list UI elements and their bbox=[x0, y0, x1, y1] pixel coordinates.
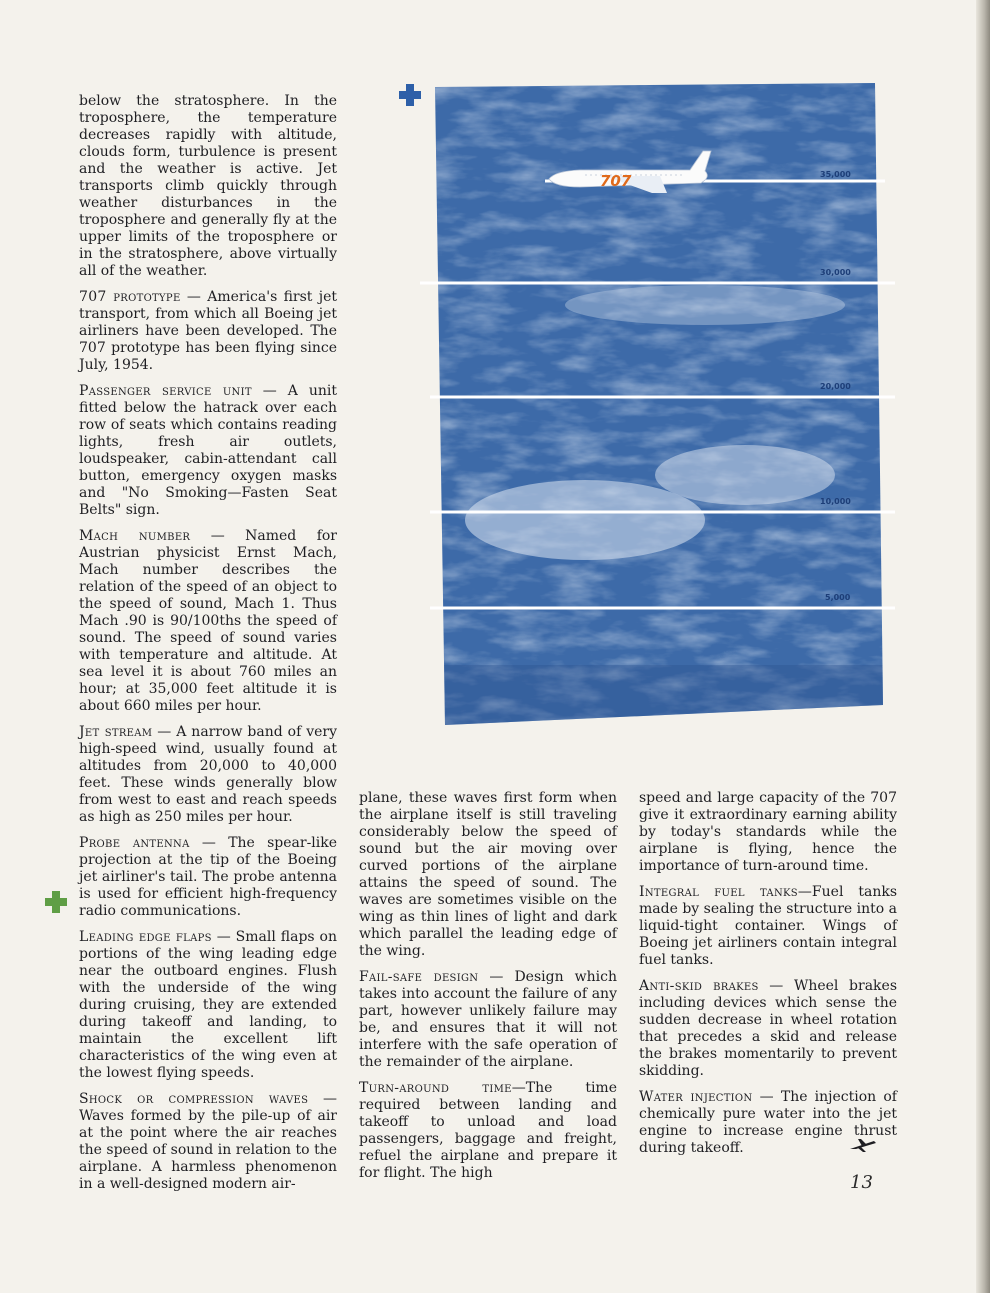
glossary-entry: Leading edge flaps — Small flaps on portions of the wing leading edge near the outboard engines. Flush with the underside of the wing during cruising, they are extended during takeoff and landing, to maintain the excellent lift characteristics of the wing even at the lowest flying speeds. bbox=[79, 929, 337, 1081]
altitude-illustration bbox=[405, 65, 905, 745]
glossary-definition: The spear-like projection at the tip of the Boeing jet airliner's tail. The probe antenna is used for efficient high-frequency radio communications. bbox=[79, 835, 338, 919]
cloud-mass bbox=[465, 480, 705, 560]
glossary-term: Passenger service unit bbox=[79, 383, 252, 399]
glossary-entry: Shock or compression waves — Waves formed by the pile-up of air at the point where the air reaches the speed of sound in relation to the airplane. A harmless phenomenon in a well-designed modern air- bbox=[79, 1091, 337, 1192]
glossary-definition: A narrow band of very high-speed wind, usually found at altitudes from 20,000 to 40,000 feet. These winds generally blow from west to east and reach speeds as high as 250 miles per hour. bbox=[79, 724, 338, 825]
cloud-mass bbox=[655, 445, 835, 505]
glossary-definition: Wheel brakes including devices which sense the sudden decrease in wheel rotation that precedes a skid and release the brakes momentarily to prevent skidding. bbox=[639, 978, 897, 1079]
glossary-definition: A unit fitted below the hatrack over each row of seats which contains reading lights, fresh air outlets, loudspeaker, cabin-attendant call button, emergency oxygen masks and "No Smoking—Fasten Seat Belts" sign. bbox=[79, 383, 338, 518]
altitude-label: 5,000 bbox=[825, 593, 851, 602]
altitude-label: 10,000 bbox=[820, 497, 851, 506]
glossary-term: Jet stream bbox=[79, 724, 153, 740]
altitude-label: 35,000 bbox=[820, 170, 851, 179]
glossary-definition: Design which takes into account the failure of any part, however unlikely failure may be, and ensures that it will not interfere with the safe operation of the remainder of the airplane. bbox=[359, 969, 617, 1070]
glossary-term: Shock or compression waves bbox=[79, 1091, 309, 1107]
glossary-term: Water injection bbox=[639, 1089, 753, 1105]
boeing-plane-icon bbox=[848, 1137, 878, 1153]
glossary-term: Integral fuel tanks bbox=[639, 884, 798, 900]
glossary-entry: Probe antenna — The spear-like projection at the tip of the Boeing jet airliner's tail. The probe antenna is used for efficient high-frequency radio communications. bbox=[79, 835, 338, 919]
continued-paragraph: plane, these waves first form when the airplane itself is still traveling considerably below the speed of sound but the air moving over curved portions of the airplane attains the speed of sound. The waves are sometimes visible on the wing as thin lines of light and dark which parallel the leading edge of the wing. bbox=[359, 790, 617, 959]
intro-paragraph: below the stratosphere. In the troposphere, the temperature decreases rapidly with altitude, clouds form, turbulence is present and the weather is active. Jet transports climb quickly through weather disturbances in the troposphere and generally fly at the upper limits of the troposphere or in the stratosphere, above virtually all of the weather. bbox=[79, 93, 337, 279]
altitude-label: 20,000 bbox=[820, 382, 851, 391]
page-spine-shadow bbox=[976, 0, 990, 1293]
glossary-term: Mach number bbox=[79, 528, 191, 544]
glossary-entry: Mach number — Named for Austrian physicist Ernst Mach, Mach number describes the relation of the speed of an object to the speed of sound, Mach 1. Thus Mach .90 is 90/100ths the speed of sound. The speed of sound varies with temperature and altitude. At sea level it is about 760 miles an hour; at 35,000 feet altitude it is about 660 miles per hour. bbox=[79, 528, 337, 714]
glossary-definition: The time required between landing and takeoff to unload and load passengers, baggage and freight, refuel the airplane and prepare it for flight. The high bbox=[359, 1080, 617, 1181]
glossary-term: Fail-safe design bbox=[359, 969, 479, 985]
glossary-entry: 707 prototype — America's first jet transport, from which all Boeing jet airliners have been developed. The 707 prototype has been flying since July, 1954. bbox=[79, 289, 337, 373]
glossary-entry: Jet stream — A narrow band of very high-speed wind, usually found at altitudes from 20,000 to 40,000 feet. These winds generally blow from west to east and reach speeds as high as 250 miles per hour. bbox=[79, 724, 338, 825]
text-column-right bbox=[639, 790, 897, 1166]
glossary-term: Anti-skid brakes bbox=[639, 978, 759, 994]
continued-paragraph: speed and large capacity of the 707 give it extraordinary earning ability by today's standards while the airplane is flying, hence the importance of turn-around time. bbox=[639, 790, 897, 874]
glossary-definition: Small flaps on portions of the wing leading edge near the outboard engines. Flush with the underside of the wing during cruising, they are extended during takeoff and landing, to maintain the excellent lift characteristics of the wing even at the lowest flying speeds. bbox=[79, 929, 337, 1081]
glossary-definition: Named for Austrian physicist Ernst Mach, Mach number describes the relation of the speed of an object to the speed of sound, Mach 1. Thus Mach .90 is 90/100ths the speed of sound. The speed of sound varies with temperature and altitude. At sea level it is about 760 miles an hour; at 35,000 feet altitude it is about 660 miles per hour. bbox=[79, 528, 337, 714]
glossary-definition: Fuel tanks made by sealing the structure into a liquid-tight container. Wings of Boeing jet airliners contain integral fuel tanks. bbox=[639, 884, 898, 968]
page-number: 13 bbox=[850, 1172, 873, 1193]
text-column-middle bbox=[359, 790, 617, 1191]
glossary-definition: Waves formed by the pile-up of air at the point where the air reaches the speed of sound in relation to the airplane. A harmless phenomenon in a well-designed modern air- bbox=[79, 1108, 337, 1192]
altitude-label: 30,000 bbox=[820, 268, 851, 277]
aircraft-model-label: 707 bbox=[600, 172, 632, 190]
glossary-entry: Fail-safe design — Design which takes into account the failure of any part, however unlikely failure may be, and ensures that it will not interfere with the safe operation of the remainder of the airplane. bbox=[359, 969, 617, 1070]
glossary-entry: Integral fuel tanks—Fuel tanks made by sealing the structure into a liquid-tight container. Wings of Boeing jet airliners contain integral fuel tanks. bbox=[639, 884, 898, 968]
glossary-term: Probe antenna bbox=[79, 835, 190, 851]
glossary-term: 707 prototype bbox=[79, 289, 181, 305]
text-column-left bbox=[79, 93, 337, 1202]
glossary-definition: The injection of chemically pure water into the jet engine to increase engine thrust during takeoff. bbox=[639, 1089, 897, 1156]
glossary-entry: Anti-skid brakes — Wheel brakes including devices which sense the sudden decrease in wheel rotation that precedes a skid and release the brakes momentarily to prevent skidding. bbox=[639, 978, 897, 1079]
glossary-entry: Water injection — The injection of chemically pure water into the jet engine to increase engine thrust during takeoff. bbox=[639, 1089, 897, 1156]
glossary-term: Leading edge flaps bbox=[79, 929, 212, 945]
glossary-term: Turn-around time bbox=[359, 1080, 512, 1096]
glossary-definition: America's first jet transport, from which all Boeing jet airliners have been developed. The 707 prototype has been flying since July, 1954. bbox=[79, 289, 337, 373]
glossary-entry: Turn-around time—The time required between landing and takeoff to unload and load passengers, baggage and freight, refuel the airplane and prepare it for flight. The high bbox=[359, 1080, 617, 1181]
glossary-entry: Passenger service unit — A unit fitted below the hatrack over each row of seats which contains reading lights, fresh air outlets, loudspeaker, cabin-attendant call button, emergency oxygen masks and "No Smoking—Fasten Seat Belts" sign. bbox=[79, 383, 338, 518]
green-cross-icon bbox=[45, 891, 67, 913]
cloud-mass bbox=[565, 285, 845, 325]
